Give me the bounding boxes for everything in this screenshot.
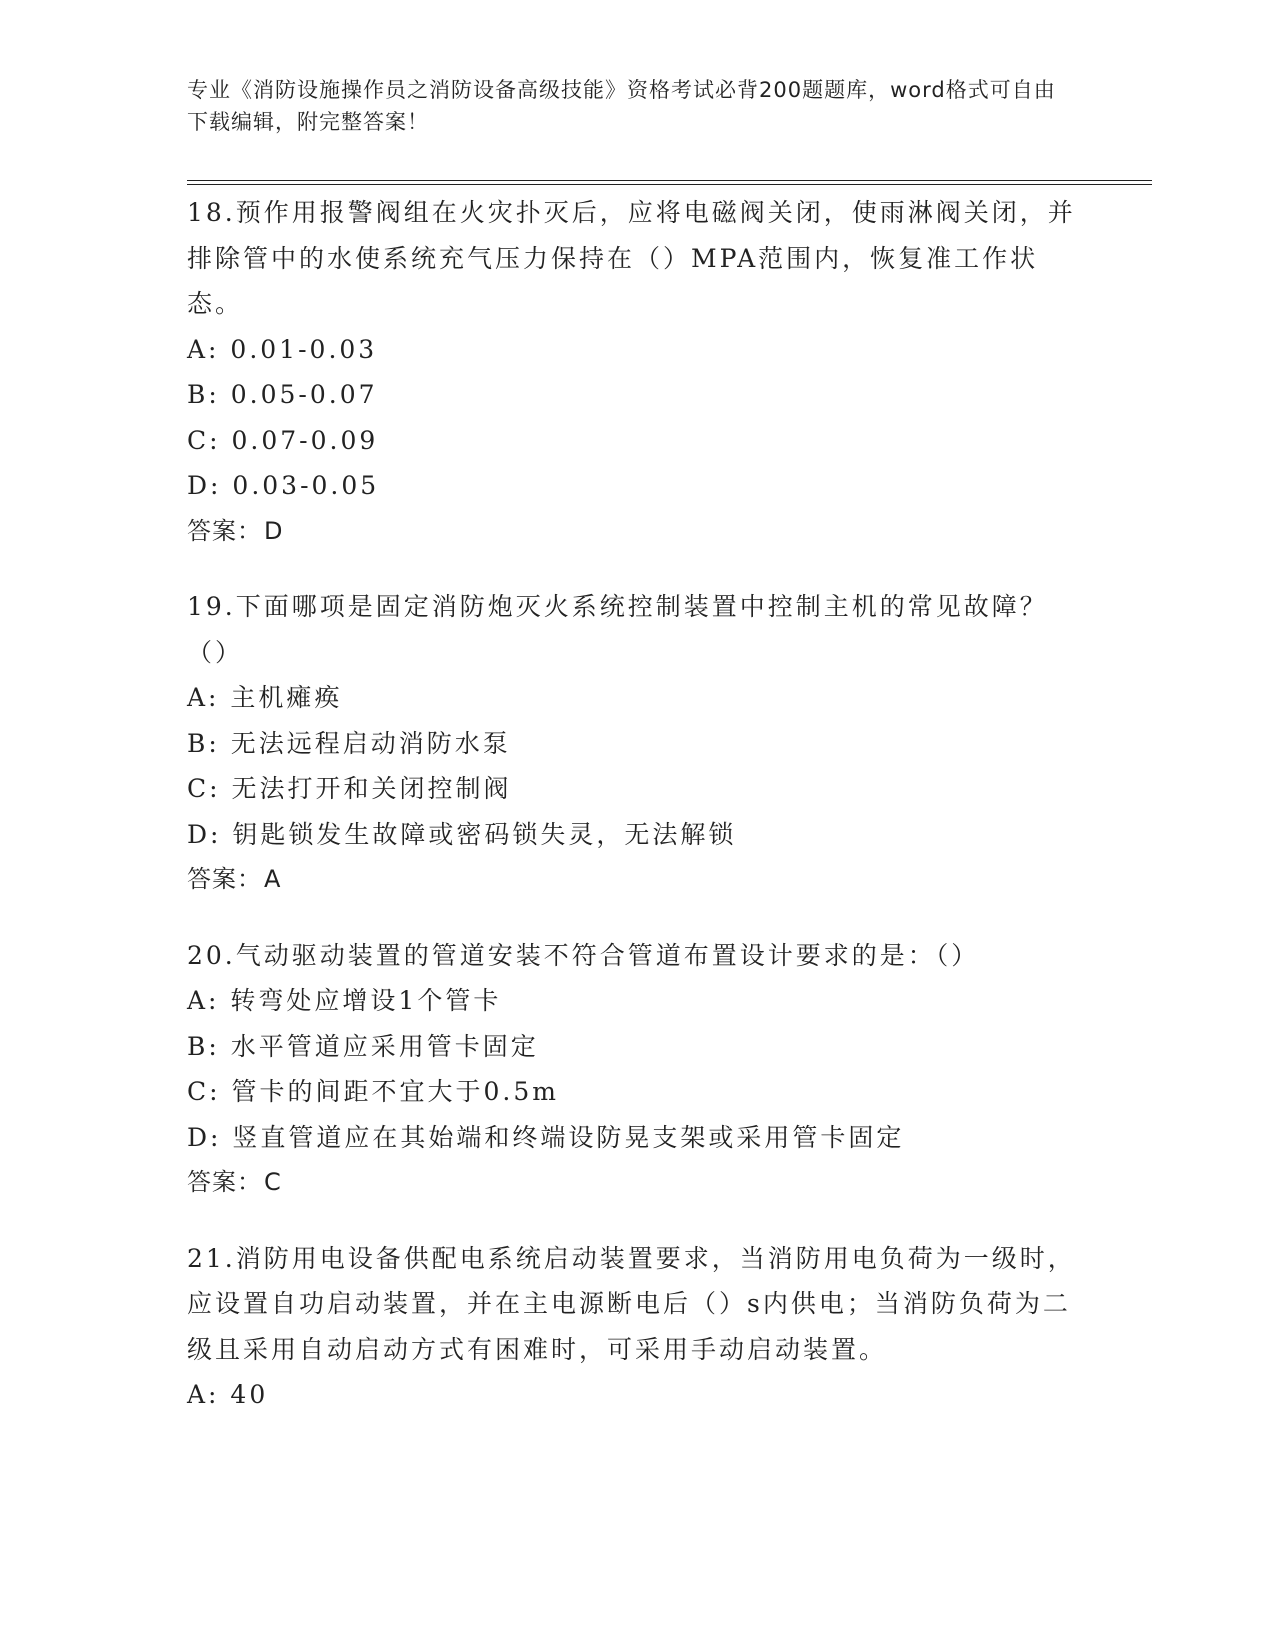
option-d: D: 0.03-0.05 xyxy=(187,471,380,500)
header-divider-top xyxy=(187,180,1152,181)
option-b: B: 0.05-0.07 xyxy=(187,380,378,409)
option-a: A: 主机瘫痪 xyxy=(187,683,343,712)
document-header: 专业《消防设施操作员之消防设备高级技能》资格考试必背200题题库，word格式可自由下载编辑，附完整答案！ xyxy=(187,78,1056,134)
question-18 xyxy=(187,190,1087,554)
answer-label: 答案： xyxy=(187,1168,262,1196)
answer-value: D xyxy=(264,516,284,545)
option-c: C: 管卡的间距不宜大于0.5m xyxy=(187,1077,559,1106)
question-21 xyxy=(187,1236,1087,1418)
option-a: A: 转弯处应增设1个管卡 xyxy=(187,986,502,1015)
answer-label: 答案： xyxy=(187,516,262,545)
answer-value: A xyxy=(264,865,282,893)
header-divider-bottom xyxy=(187,184,1152,185)
option-d: D: 竖直管道应在其始端和终端设防晃支架或采用管卡固定 xyxy=(187,1122,905,1152)
answer xyxy=(187,857,1087,903)
option-c: C: 0.07-0.09 xyxy=(187,425,379,455)
answer xyxy=(187,1160,1087,1206)
option-d: D: 钥匙锁发生故障或密码锁失灵，无法解锁 xyxy=(187,819,737,849)
question-stem: 19.下面哪项是固定消防炮灭火系统控制装置中控制主机的常见故障？（） xyxy=(187,592,1048,667)
question-20 xyxy=(187,933,1087,1206)
question-stem: 18.预作用报警阀组在火灾扑灭后，应将电磁阀关闭，使雨淋阀关闭，并排除管中的水使系统充气压力保持在（）MPA范围内，恢复准工作状态。 xyxy=(187,198,1076,318)
option-c: C: 无法打开和关闭控制阀 xyxy=(187,774,512,803)
question-list xyxy=(187,190,1087,1448)
answer xyxy=(187,509,1087,555)
question-stem: 21.消防用电设备供配电系统启动装置要求，当消防用电负荷为一级时，应设置自功启动装置，并在主电源断电后（）s内供电；当消防负荷为二级且采用自动启动方式有困难时，可采用手动启动装置。 xyxy=(187,1243,1076,1364)
question-19 xyxy=(187,584,1087,903)
option-a: A: 40 xyxy=(187,1380,269,1409)
question-stem: 20.气动驱动装置的管道安装不符合管道布置设计要求的是：（） xyxy=(187,940,980,970)
option-a: A: 0.01-0.03 xyxy=(187,334,378,364)
answer-value: C xyxy=(264,1168,282,1196)
option-b: B: 水平管道应采用管卡固定 xyxy=(187,1031,539,1061)
option-b: B: 无法远程启动消防水泵 xyxy=(187,728,511,758)
answer-label: 答案： xyxy=(187,865,262,893)
